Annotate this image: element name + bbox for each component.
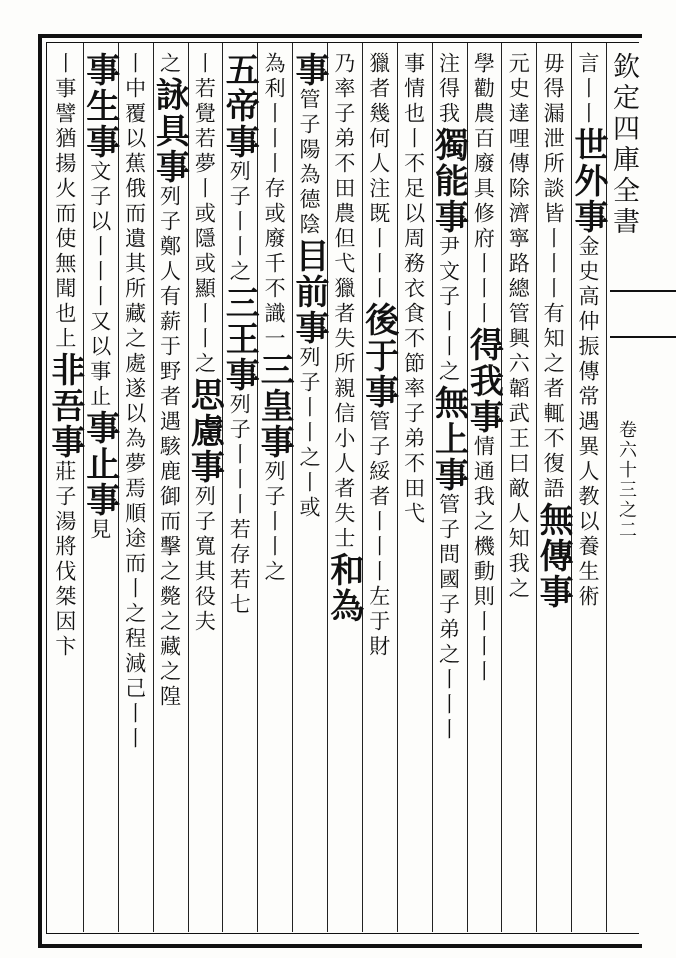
entry-text: 丨不足以周務: [401, 127, 426, 277]
entry-text: 衣食不節率子弟不田弋: [401, 277, 426, 527]
entry-heading: 事生事: [79, 52, 120, 160]
entry-text: 中覆以蕉俄而遺其所藏之處遂以為夢焉順途而丨: [122, 77, 147, 602]
entry-text: 者失所親信小人者失士: [331, 302, 356, 552]
text-column: [463, 52, 504, 922]
entry-text: 管子綏者丨丨丨左于財: [366, 410, 391, 660]
text-column: [184, 52, 225, 922]
entry-heading: 得我事: [463, 327, 504, 435]
entry-text: 之程減己丨丨: [122, 602, 147, 752]
entry-heading: 目前事: [289, 238, 329, 346]
entry-text: 管子陽為德陰: [297, 88, 321, 238]
entry-text: 存或廢千不識一: [262, 177, 287, 352]
text-column: [149, 52, 190, 922]
entry-text: 丨: [52, 52, 77, 77]
text-column: [399, 52, 430, 922]
entry-text: 列子丨丨丨若存若七: [227, 393, 252, 618]
entry-heading: 三王事: [219, 285, 260, 393]
entry-text: 事譬猶揚火而使無聞也: [52, 77, 77, 327]
entry-text: 丨: [122, 52, 147, 77]
entry-text: 列子丨丨之: [262, 460, 287, 585]
text-column: [323, 52, 364, 922]
entry-text: 事情也: [401, 52, 426, 127]
entry-heading: 詠具事: [149, 77, 190, 185]
entry-text: 尹文子丨丨之: [436, 235, 461, 385]
text-column: [79, 52, 120, 922]
book-title: 欽定四庫全書: [608, 52, 639, 238]
volume-label: 卷六十三之二: [616, 420, 637, 540]
entry-text: 六韜武王曰敵人知我之: [506, 352, 531, 602]
text-column: [44, 52, 85, 922]
entry-text: 莊子湯將伐桀因卞: [52, 460, 77, 660]
text-column: [503, 52, 534, 922]
entry-text: 元史達哩傳除濟寧路總管興: [506, 52, 531, 352]
entry-text: 所談皆丨丨丨有知之者輒不復語: [541, 152, 566, 502]
entry-text: 列子丨丨之: [227, 160, 252, 285]
text-column: [120, 52, 151, 922]
entry-heading: 思慮事: [184, 377, 225, 485]
entry-text: 言丨丨: [576, 52, 600, 127]
entry-heading: 事止事: [79, 410, 120, 518]
entry-heading: 非吾事: [44, 352, 85, 460]
entry-heading: 無傳事: [533, 502, 574, 610]
entry-heading: 獨能事: [428, 127, 469, 235]
text-column: [533, 52, 574, 922]
entry-text: 列子鄭人有薪于野者遇駭鹿御而擊之斃之藏之隍: [157, 185, 182, 710]
entry-text: 上: [52, 327, 77, 352]
fishtail-mark: [610, 290, 676, 338]
text-column: [219, 52, 260, 922]
entry-heading: 世外事: [568, 127, 608, 235]
text-column: [254, 52, 295, 922]
text-column: [428, 52, 469, 922]
entry-heading: 無上事: [428, 385, 469, 493]
text-column: [358, 52, 399, 922]
entry-text: 管子問國子弟之丨丨丨: [436, 493, 461, 743]
entry-text: 毋得漏泄: [541, 52, 566, 152]
entry-text: 獵者幾何人注既丨丨丨: [366, 52, 391, 302]
entry-text: 為利丨丨丨: [262, 52, 287, 177]
entry-heading: 後于事: [358, 302, 399, 410]
entry-heading: 三皇事: [254, 352, 295, 460]
entry-text: 丨若覺若夢: [192, 52, 217, 177]
entry-text: 丨或隱或顯丨丨之: [192, 177, 217, 377]
entry-text: 乃率子弟不田農但弋獵: [331, 52, 356, 302]
text-column: [289, 52, 329, 922]
entry-text: 列子寬其役夫: [192, 485, 217, 635]
entry-text: 列子丨丨之丨或: [297, 346, 321, 521]
text-column: [568, 52, 608, 922]
entry-text: 之: [157, 52, 182, 77]
entry-text: 見: [87, 518, 112, 543]
entry-text: 金史高仲振傳常遇異人教以養生術: [576, 235, 600, 610]
entry-text: 學勸農百廢具修府丨丨丨: [471, 52, 496, 327]
entry-text: 情通我之機動則丨丨丨: [471, 435, 496, 685]
entry-heading: 事: [289, 52, 329, 88]
entry-heading: 五帝事: [219, 52, 260, 160]
entry-text: 注得我: [436, 52, 461, 127]
entry-text: 文子以丨丨丨又以事止: [87, 160, 112, 410]
entry-heading: 和為: [323, 552, 364, 624]
